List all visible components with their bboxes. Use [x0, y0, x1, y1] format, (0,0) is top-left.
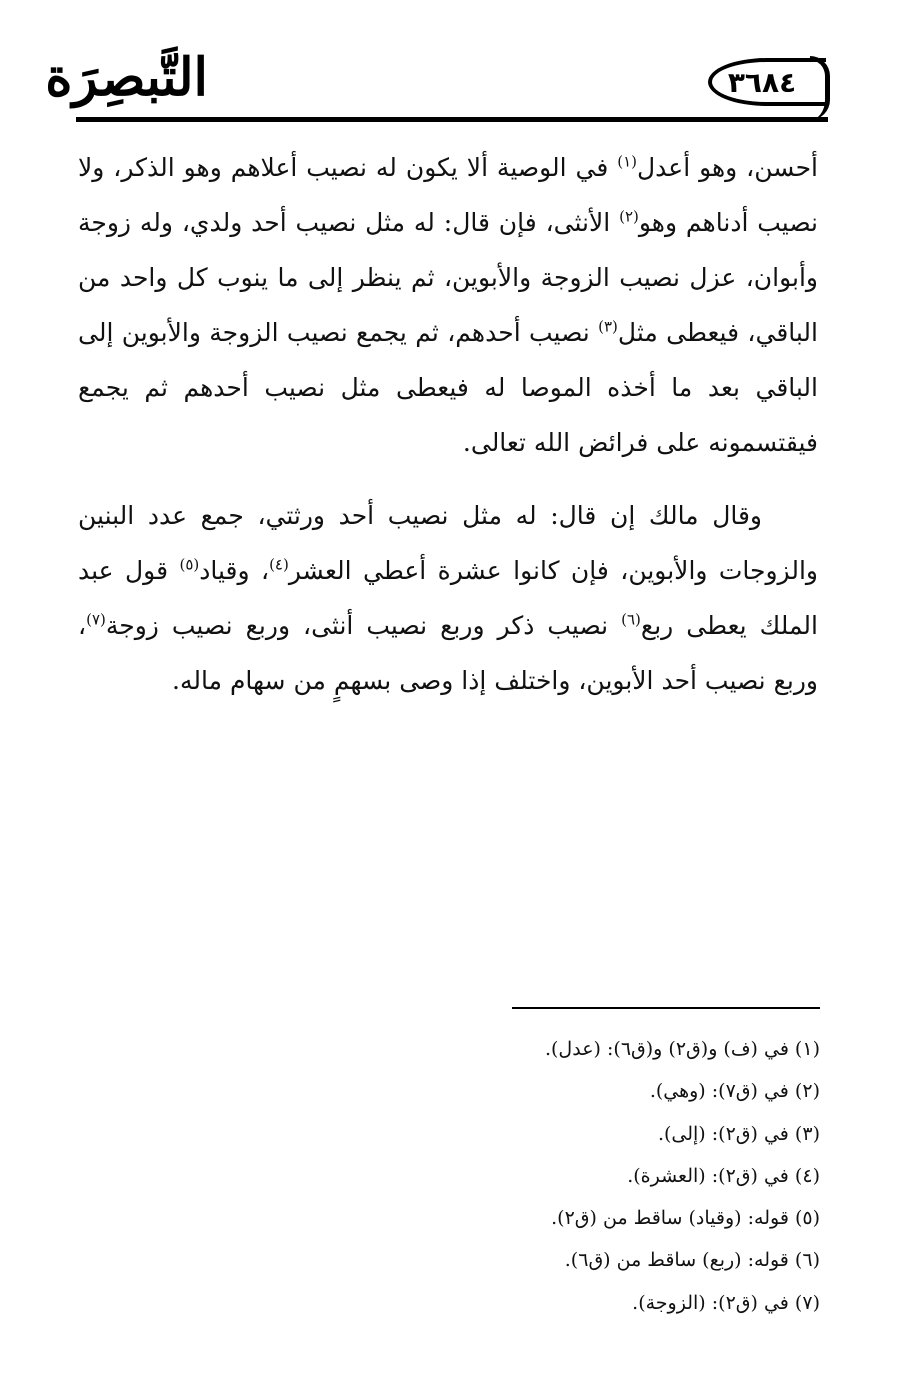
footnote-separator — [512, 1007, 820, 1009]
footnotes — [380, 1028, 820, 1324]
text-run: ، وقياد — [199, 556, 270, 585]
footnote-6: (٦) قوله: (ربع) ساقط من (ق٦). — [564, 1249, 820, 1272]
footnote-ref-3: (٣) — [598, 317, 618, 336]
text-run: وقال مالك إن قال: له مثل نصيب أحد ورثتي، جمع عدد البنين والزوجات والأبوين، فإن كانوا عشرة أعطي العشر — [78, 501, 818, 585]
text-run: نصيب أحدهم، ثم يجمع نصيب الزوجة والأبوين إلى الباقي بعد ما أخذه الموصا له فيعطى مثل نصيب أحدهم ثم يجمع فيقتسمونه على فرائض الله تعالى. — [78, 318, 818, 457]
text-run: الأنثى، فإن قال: له مثل نصيب أحد ولدي، وله زوجة وأبوان، عزل نصيب الزوجة والأبوين، ثم ينظر إلى ما ينوب كل واحد من الباقي، فيعطى مثل — [78, 208, 818, 347]
text-run: ، وربع نصيب أحد الأبوين، واختلف إذا وصى بسهمٍ من سهام ماله. — [78, 611, 818, 695]
text-run: أحسن، وهو أعدل — [637, 153, 818, 182]
page-number: ٣٦٨٤ — [727, 65, 797, 99]
footnote-7: (٧) في (ق٢): (الزوجة). — [632, 1291, 820, 1314]
footnote-ref-6: (٦) — [621, 610, 641, 629]
footnote-ref-2: (٢) — [619, 207, 639, 226]
paragraph-1 — [78, 140, 818, 470]
footnote-1: (١) في (ف) و(ق٢) و(ق٦): (عدل). — [544, 1038, 820, 1060]
footnote-ref-7: (٧) — [86, 610, 106, 629]
book-title: التَّبصِرَة — [45, 47, 208, 108]
main-text — [78, 140, 818, 708]
text-run: في الوصية ألا يكون له نصيب أعلاهم وهو الذكر، ولا نصيب أدناهم وهو — [78, 153, 818, 237]
footnote-ref-1: (١) — [617, 152, 638, 171]
text-run: قول عبد الملك يعطى ربع — [78, 556, 818, 640]
footnote-3: (٣) في (ق٢): (إلى). — [657, 1122, 820, 1145]
footnote-ref-5: (٥) — [179, 555, 200, 574]
footnote-5: (٥) قوله: (وقياد) ساقط من (ق٢). — [551, 1207, 820, 1230]
footnote-4: (٤) في (ق٢): (العشرة). — [627, 1164, 820, 1187]
paragraph-2 — [78, 488, 818, 708]
page-number-badge — [708, 58, 826, 106]
text-run: نصيب ذكر وربع نصيب أنثى، وربع نصيب زوجة — [105, 611, 622, 640]
footnote-ref-4: (٤) — [269, 555, 289, 574]
footnote-2: (٢) في (ق٧): (وهي). — [649, 1080, 820, 1103]
